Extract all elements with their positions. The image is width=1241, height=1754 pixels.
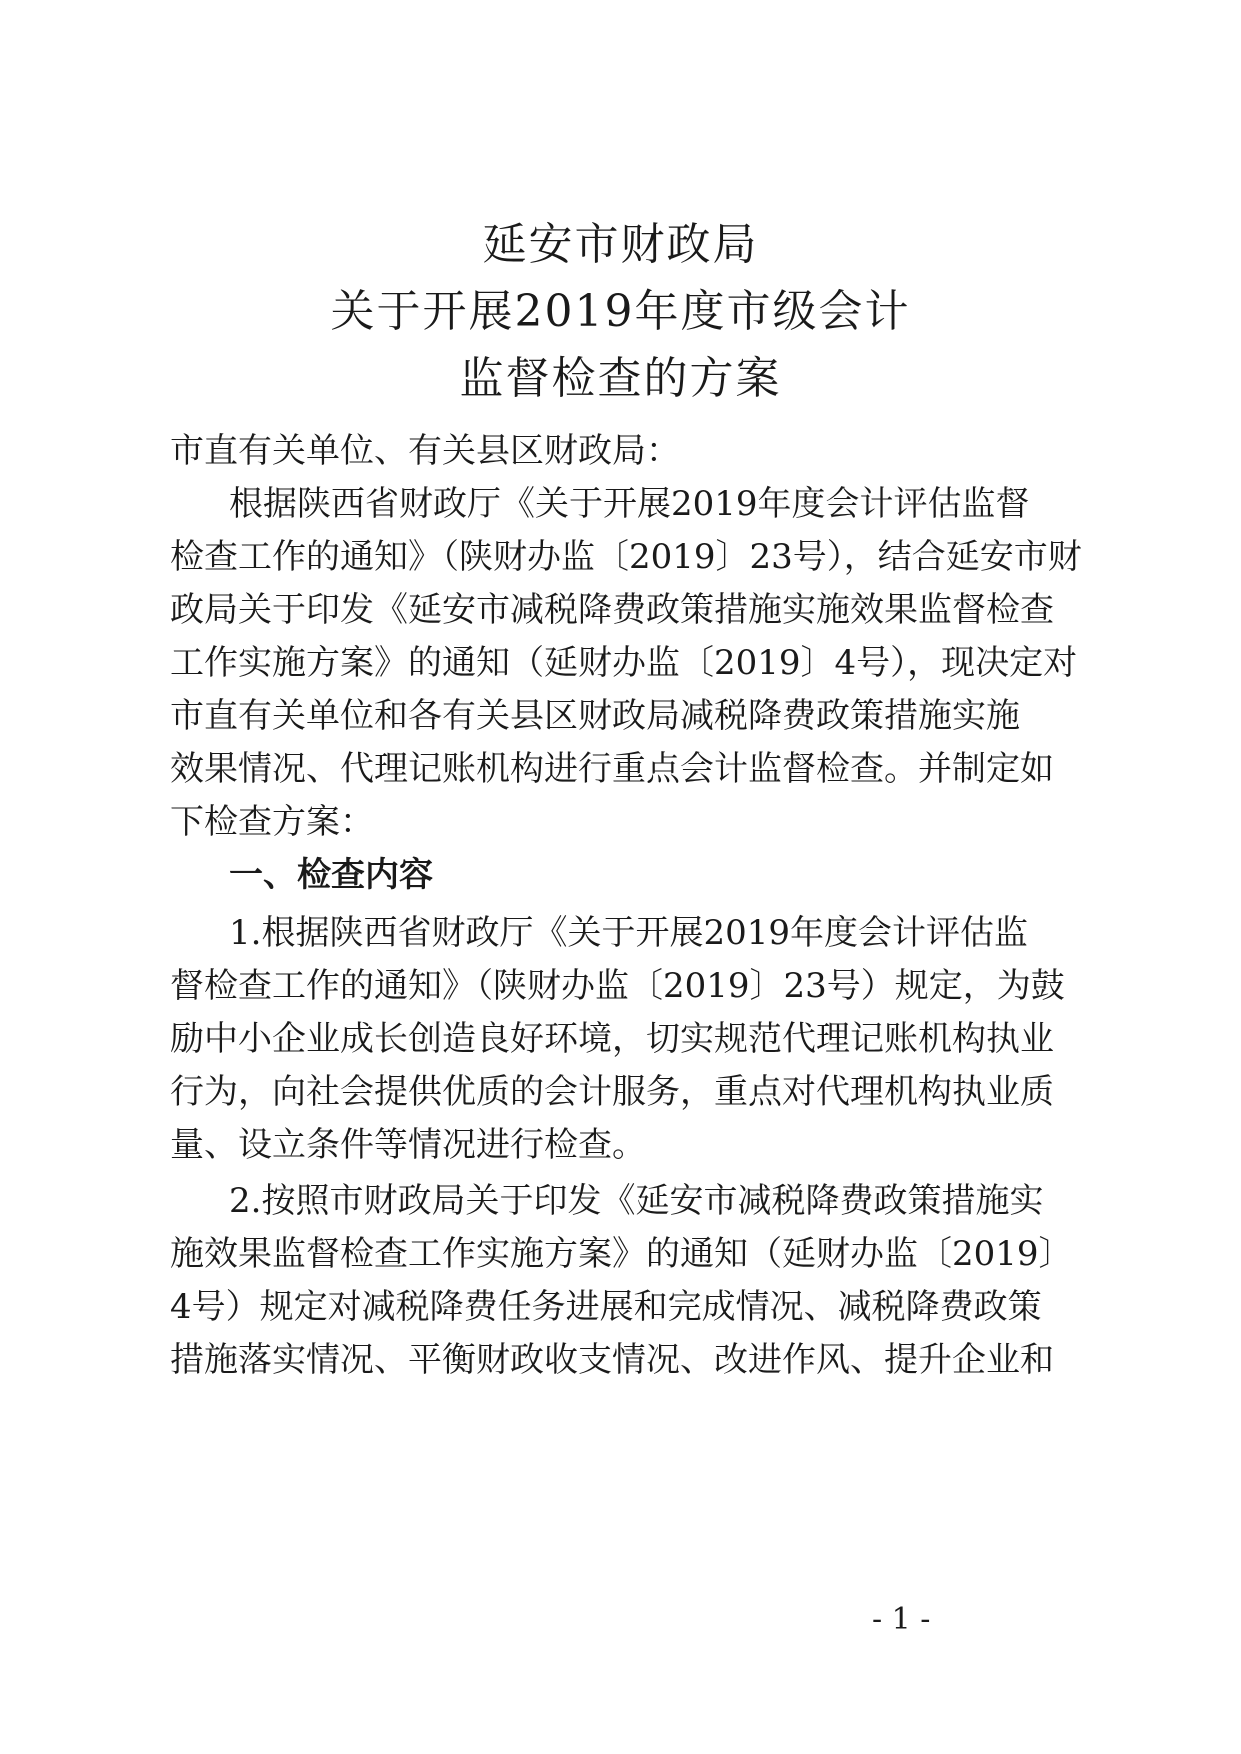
section-heading: 一、检查内容 xyxy=(229,855,433,895)
item-1-line: 行为，向社会提供优质的会计服务，重点对代理机构执业质 xyxy=(170,1072,1054,1112)
document-title-line-3: 监督检查的方案 xyxy=(459,353,782,404)
page-number: - 1 - xyxy=(872,1602,931,1637)
item-1-line: 督检查工作的通知》（陕财办监〔2019〕23号）规定，为鼓 xyxy=(170,966,1065,1006)
intro-line: 检查工作的通知》（陕财办监〔2019〕23号），结合延安市财 xyxy=(170,537,1082,577)
intro-line: 根据陕西省财政厅《关于开展2019年度会计评估监督 xyxy=(229,484,1030,524)
item-2-line: 4号）规定对减税降费任务进展和完成情况、减税降费政策 xyxy=(170,1287,1042,1327)
item-2-line: 施效果监督检查工作实施方案》的通知（延财办监〔2019〕 xyxy=(170,1234,1073,1274)
salutation: 市直有关单位、有关县区财政局： xyxy=(170,431,680,471)
item-1-line: 励中小企业成长创造良好环境，切实规范代理记账机构执业 xyxy=(170,1019,1054,1059)
item-1-line: 量、设立条件等情况进行检查。 xyxy=(170,1125,646,1165)
intro-line: 政局关于印发《延安市减税降费政策措施实施效果监督检查 xyxy=(170,590,1054,630)
item-1-line: 1.根据陕西省财政厅《关于开展2019年度会计评估监 xyxy=(229,913,1028,953)
document-title-line-1: 延安市财政局 xyxy=(482,219,759,270)
intro-line: 市直有关单位和各有关县区财政局减税降费政策措施实施 xyxy=(170,696,1020,736)
intro-line: 工作实施方案》的通知（延财办监〔2019〕4号），现决定对 xyxy=(170,643,1078,683)
item-2-line: 措施落实情况、平衡财政收支情况、改进作风、提升企业和 xyxy=(170,1340,1054,1380)
document-title-line-2: 关于开展2019年度市级会计 xyxy=(330,286,911,337)
intro-line: 效果情况、代理记账机构进行重点会计监督检查。并制定如 xyxy=(170,749,1054,789)
item-2-line: 2.按照市财政局关于印发《延安市减税降费政策措施实 xyxy=(229,1181,1044,1221)
intro-line: 下检查方案： xyxy=(170,802,374,842)
